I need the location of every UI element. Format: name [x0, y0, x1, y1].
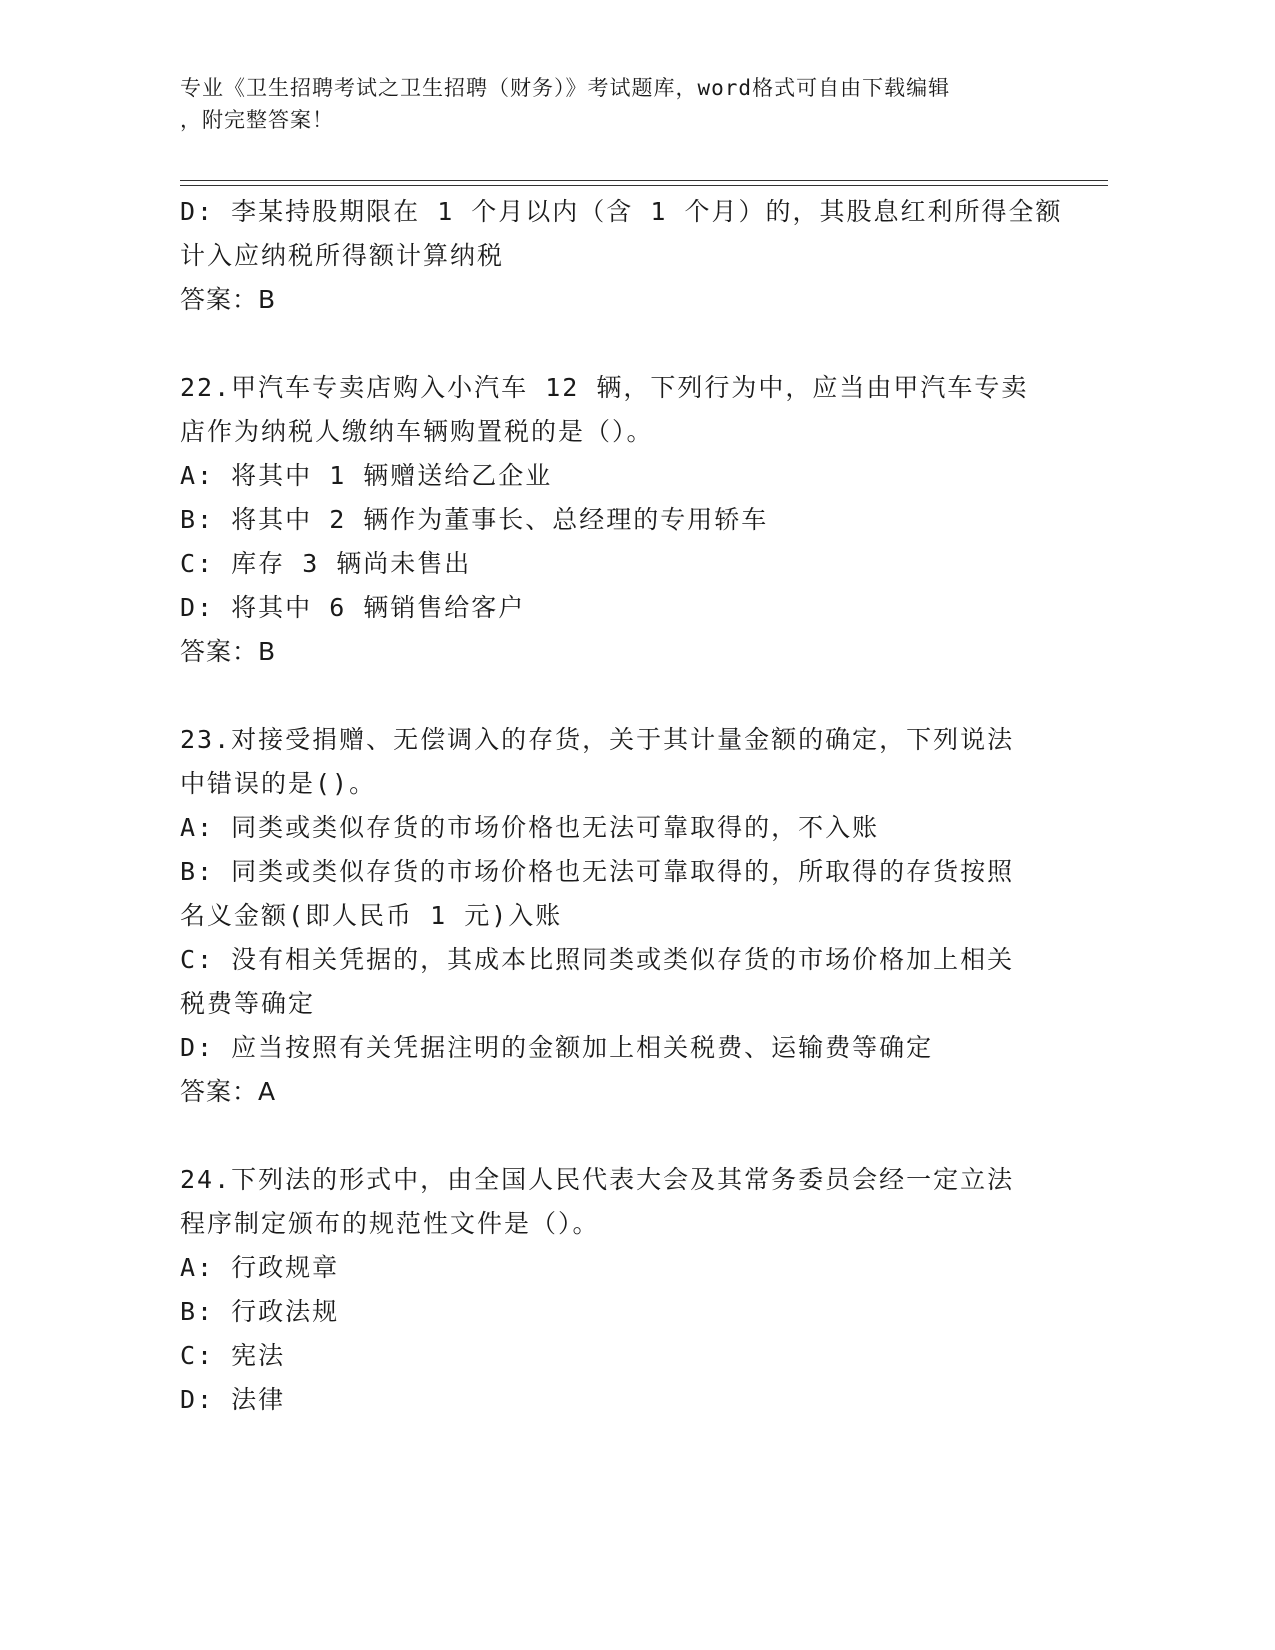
option-b: B: 行政法规 — [180, 1297, 340, 1326]
question-stem: 24.下列法的形式中，由全国人民代表大会及其常务委员会经一定立法 — [180, 1165, 1015, 1194]
header-line-2: ，附完整答案！ — [180, 108, 334, 132]
option-b: B: 将其中 2 辆作为董事长、总经理的专用轿车 — [180, 505, 769, 534]
spacer — [180, 1114, 1100, 1158]
answer: 答案：B — [180, 637, 277, 666]
option-a: A: 将其中 1 辆赠送给乙企业 — [180, 461, 553, 490]
option-a: A: 行政规章 — [180, 1253, 340, 1282]
header-divider — [180, 180, 1108, 186]
header-line-1: 专业《卫生招聘考试之卫生招聘（财务）》考试题库，word格式可自由下载编辑 — [180, 76, 951, 100]
option-c: C: 库存 3 辆尚未售出 — [180, 549, 472, 578]
option-d-continued: 计入应纳税所得额计算纳税 — [180, 241, 505, 270]
question-stem-continued: 中错误的是()。 — [180, 769, 377, 798]
spacer — [180, 674, 1100, 718]
question-list — [180, 190, 1100, 1422]
question-stem-continued: 店作为纳税人缴纳车辆购置税的是（）。 — [180, 417, 654, 446]
answer: 答案：A — [180, 1077, 277, 1106]
question-stem: 23.对接受捐赠、无偿调入的存货，关于其计量金额的确定，下列说法 — [180, 725, 1015, 754]
question-24 — [180, 1158, 1100, 1422]
option-b: B: 同类或类似存货的市场价格也无法可靠取得的，所取得的存货按照 — [180, 857, 1015, 886]
option-d: D: 应当按照有关凭据注明的金额加上相关税费、运输费等确定 — [180, 1033, 934, 1062]
option-d: D: 将其中 6 辆销售给客户 — [180, 593, 526, 622]
question-22 — [180, 366, 1100, 674]
question-stem: 22.甲汽车专卖店购入小汽车 12 辆，下列行为中，应当由甲汽车专卖 — [180, 373, 1029, 402]
question-23 — [180, 718, 1100, 1114]
question-stem-continued: 程序制定颁布的规范性文件是（）。 — [180, 1209, 600, 1238]
option-b-continued: 名义金额(即人民币 1 元)入账 — [180, 901, 563, 930]
document-header — [180, 72, 1080, 136]
option-c: C: 没有相关凭据的，其成本比照同类或类似存货的市场价格加上相关 — [180, 945, 1015, 974]
option-d: D: 法律 — [180, 1385, 286, 1414]
option-c-continued: 税费等确定 — [180, 989, 316, 1018]
option-d: D: 李某持股期限在 1 个月以内（含 1 个月）的，其股息红利所得全额 — [180, 197, 1063, 226]
spacer — [180, 322, 1100, 366]
option-c: C: 宪法 — [180, 1341, 286, 1370]
option-a: A: 同类或类似存货的市场价格也无法可靠取得的，不入账 — [180, 813, 880, 842]
answer: 答案：B — [180, 285, 277, 314]
question-21-tail — [180, 190, 1100, 322]
